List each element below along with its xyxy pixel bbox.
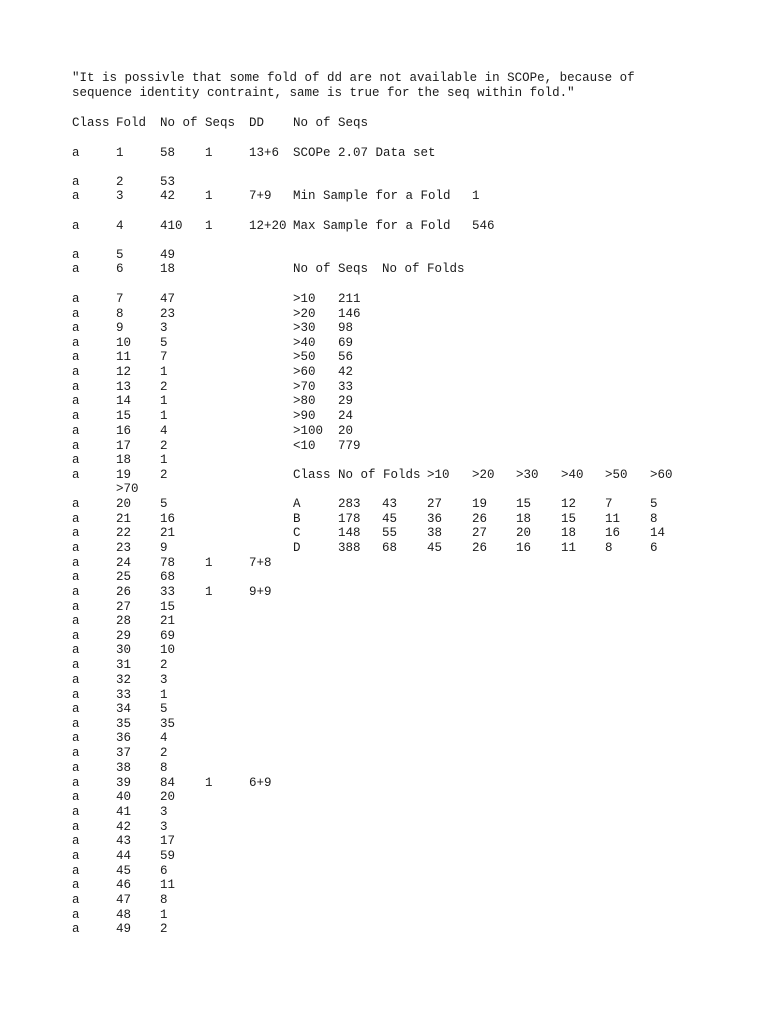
threshold-count-cell: 98 xyxy=(338,321,354,335)
seqs-cell: 6 xyxy=(160,864,168,878)
class-table-cell: 14 xyxy=(650,526,666,540)
class-cell: a xyxy=(72,262,80,276)
seqs-cell: 49 xyxy=(160,248,176,262)
fold-cell: 34 xyxy=(116,702,132,716)
class-table-header: Class xyxy=(293,468,331,482)
class-cell: a xyxy=(72,600,80,614)
class-cell: a xyxy=(72,629,80,643)
fold-cell: 6 xyxy=(116,262,124,276)
class-cell: a xyxy=(72,409,80,423)
class-cell: a xyxy=(72,146,80,160)
dd-value-cell: 12+20 xyxy=(249,219,287,233)
fold-cell: 37 xyxy=(116,746,132,760)
threshold-count-cell: 69 xyxy=(338,336,354,350)
seqs-cell: 33 xyxy=(160,585,176,599)
fold-cell: 20 xyxy=(116,497,132,511)
seqs-cell: 2 xyxy=(160,746,168,760)
fold-cell: 44 xyxy=(116,849,132,863)
class-table-header: >10 xyxy=(427,468,450,482)
fold-cell: 8 xyxy=(116,307,124,321)
threshold-count-cell: 211 xyxy=(338,292,361,306)
seqs-cell: 2 xyxy=(160,922,168,936)
fold-cell: 38 xyxy=(116,761,132,775)
threshold-header-seqs: No of Seqs xyxy=(293,262,369,276)
seqs-cell: 42 xyxy=(160,189,176,203)
threshold-label-cell: >90 xyxy=(293,409,316,423)
threshold-count-cell: 146 xyxy=(338,307,361,321)
class-table-cell: 11 xyxy=(605,512,621,526)
fold-cell: 39 xyxy=(116,776,132,790)
class-cell: a xyxy=(72,820,80,834)
seqs-cell: 8 xyxy=(160,761,168,775)
class-cell: a xyxy=(72,834,80,848)
note-line-1: "It is possivle that some fold of dd are not available in SCOPe, because of xyxy=(72,71,635,85)
class-cell: a xyxy=(72,497,80,511)
seqs-cell: 21 xyxy=(160,526,176,540)
fold-cell: 10 xyxy=(116,336,132,350)
class-cell: a xyxy=(72,761,80,775)
seqs-cell: 17 xyxy=(160,834,176,848)
threshold-label-cell: >100 xyxy=(293,424,324,438)
class-table-header: >20 xyxy=(472,468,495,482)
class-cell: a xyxy=(72,541,80,555)
class-table-cell: 26 xyxy=(472,512,488,526)
header-dd: DD xyxy=(249,116,265,130)
dd-count-cell: 1 xyxy=(205,776,213,790)
class-cell: a xyxy=(72,175,80,189)
class-table-cell: 36 xyxy=(427,512,443,526)
fold-cell: 49 xyxy=(116,922,132,936)
threshold-count-cell: 29 xyxy=(338,394,354,408)
seqs-cell: 1 xyxy=(160,365,168,379)
seqs-cell: 1 xyxy=(160,394,168,408)
class-cell: a xyxy=(72,453,80,467)
class-cell: a xyxy=(72,717,80,731)
class-table-header: >40 xyxy=(561,468,584,482)
threshold-count-cell: 24 xyxy=(338,409,354,423)
class-table-cell: 178 xyxy=(338,512,361,526)
seqs-cell: 5 xyxy=(160,497,168,511)
dataset-label: SCOPe 2.07 Data set xyxy=(293,146,436,160)
seqs-cell: 9 xyxy=(160,541,168,555)
class-cell: a xyxy=(72,746,80,760)
class-cell: a xyxy=(72,424,80,438)
class-cell: a xyxy=(72,864,80,878)
dd-value-cell: 6+9 xyxy=(249,776,272,790)
fold-cell: 2 xyxy=(116,175,124,189)
fold-cell: 31 xyxy=(116,658,132,672)
class-table-header: >50 xyxy=(605,468,628,482)
fold-cell: 1 xyxy=(116,146,124,160)
seqs-cell: 8 xyxy=(160,893,168,907)
class-cell: a xyxy=(72,878,80,892)
threshold-label-cell: >10 xyxy=(293,292,316,306)
class-cell: a xyxy=(72,673,80,687)
class-table-cell: C xyxy=(293,526,301,540)
min-sample-value: 1 xyxy=(472,189,480,203)
fold-cell: 21 xyxy=(116,512,132,526)
class-cell: a xyxy=(72,350,80,364)
dd-value-cell: 9+9 xyxy=(249,585,272,599)
seqs-cell: 3 xyxy=(160,805,168,819)
class-cell: a xyxy=(72,439,80,453)
class-cell: a xyxy=(72,658,80,672)
seqs-cell: 1 xyxy=(160,453,168,467)
class-cell: a xyxy=(72,688,80,702)
threshold-label-cell: >50 xyxy=(293,350,316,364)
seqs-cell: 16 xyxy=(160,512,176,526)
seqs-cell: 1 xyxy=(160,409,168,423)
fold-cell: 25 xyxy=(116,570,132,584)
header-fold: Fold xyxy=(116,116,147,130)
class-table-cell: 68 xyxy=(382,541,398,555)
seqs-cell: 11 xyxy=(160,878,176,892)
fold-cell: 30 xyxy=(116,643,132,657)
threshold-count-cell: 33 xyxy=(338,380,354,394)
fold-cell: 19 xyxy=(116,468,132,482)
seqs-cell: 2 xyxy=(160,439,168,453)
class-table-cell: 12 xyxy=(561,497,577,511)
threshold-label-cell: >80 xyxy=(293,394,316,408)
class-table-cell: 11 xyxy=(561,541,577,555)
seqs-cell: 2 xyxy=(160,468,168,482)
class-cell: a xyxy=(72,365,80,379)
class-table-cell: 18 xyxy=(561,526,577,540)
seqs-cell: 5 xyxy=(160,702,168,716)
fold-cell: 45 xyxy=(116,864,132,878)
class-cell: a xyxy=(72,585,80,599)
dd-count-cell: 1 xyxy=(205,189,213,203)
dd-count-cell: 1 xyxy=(205,146,213,160)
fold-cell: 46 xyxy=(116,878,132,892)
class-cell: a xyxy=(72,702,80,716)
fold-cell: 14 xyxy=(116,394,132,408)
class-table-cell: 38 xyxy=(427,526,443,540)
dd-value-cell: 7+8 xyxy=(249,556,272,570)
threshold-count-cell: 56 xyxy=(338,350,354,364)
fold-cell: 35 xyxy=(116,717,132,731)
seqs-cell: 5 xyxy=(160,336,168,350)
seqs-cell: 68 xyxy=(160,570,176,584)
fold-cell: 7 xyxy=(116,292,124,306)
class-table-cell: 43 xyxy=(382,497,398,511)
class-cell: a xyxy=(72,248,80,262)
fold-cell: 16 xyxy=(116,424,132,438)
dd-value-cell: 13+6 xyxy=(249,146,280,160)
threshold-label-cell: >20 xyxy=(293,307,316,321)
class-cell: a xyxy=(72,908,80,922)
class-table-cell: 148 xyxy=(338,526,361,540)
class-cell: a xyxy=(72,394,80,408)
seqs-cell: 4 xyxy=(160,731,168,745)
class-table-cell: 27 xyxy=(472,526,488,540)
class-cell: a xyxy=(72,731,80,745)
fold-cell: 4 xyxy=(116,219,124,233)
class-cell: a xyxy=(72,189,80,203)
class-table-cell: A xyxy=(293,497,301,511)
header-no-of-seqs: No of Seqs xyxy=(160,116,236,130)
seqs-cell: 4 xyxy=(160,424,168,438)
fold-cell: 24 xyxy=(116,556,132,570)
class-cell: a xyxy=(72,219,80,233)
dd-count-cell: 1 xyxy=(205,585,213,599)
fold-cell: 29 xyxy=(116,629,132,643)
class-cell: a xyxy=(72,570,80,584)
threshold-count-cell: 20 xyxy=(338,424,354,438)
class-table-cell: 7 xyxy=(605,497,613,511)
dd-value-cell: 7+9 xyxy=(249,189,272,203)
class-table-cell: 45 xyxy=(427,541,443,555)
fold-cell: 32 xyxy=(116,673,132,687)
seqs-cell: 2 xyxy=(160,380,168,394)
seqs-cell: 78 xyxy=(160,556,176,570)
fold-cell: 28 xyxy=(116,614,132,628)
class-table-cell: 15 xyxy=(561,512,577,526)
class-cell: a xyxy=(72,790,80,804)
fold-cell: 5 xyxy=(116,248,124,262)
threshold-count-cell: 42 xyxy=(338,365,354,379)
class-table-cell: 8 xyxy=(650,512,658,526)
class-table-cell: 8 xyxy=(605,541,613,555)
class-table-cell: 6 xyxy=(650,541,658,555)
seqs-cell: 3 xyxy=(160,820,168,834)
note-text xyxy=(72,71,635,101)
fold-cell: 17 xyxy=(116,439,132,453)
seqs-cell: 21 xyxy=(160,614,176,628)
dd-count-cell: 1 xyxy=(205,219,213,233)
fold-cell: 9 xyxy=(116,321,124,335)
seqs-cell: 410 xyxy=(160,219,183,233)
fold-cell: 42 xyxy=(116,820,132,834)
fold-cell: 43 xyxy=(116,834,132,848)
class-cell: a xyxy=(72,512,80,526)
header-class: Class xyxy=(72,116,110,130)
dd-count-cell: 1 xyxy=(205,556,213,570)
note-line-2: sequence identity contraint, same is true for the seq within fold." xyxy=(72,86,575,100)
fold-cell: 11 xyxy=(116,350,132,364)
fold-cell: 18 xyxy=(116,453,132,467)
class-table-cell: B xyxy=(293,512,301,526)
threshold-label-cell: <10 xyxy=(293,439,316,453)
threshold-label-cell: >40 xyxy=(293,336,316,350)
class-table-cell: 388 xyxy=(338,541,361,555)
class-table-cell: 27 xyxy=(427,497,443,511)
min-sample-label: Min Sample for a Fold xyxy=(293,189,451,203)
class-cell: a xyxy=(72,893,80,907)
class-table-cell: 15 xyxy=(516,497,532,511)
seqs-cell: 59 xyxy=(160,849,176,863)
seqs-cell: 84 xyxy=(160,776,176,790)
fold-cell: 26 xyxy=(116,585,132,599)
threshold-header-folds: No of Folds xyxy=(382,262,465,276)
seqs-cell: 1 xyxy=(160,908,168,922)
seqs-cell: 20 xyxy=(160,790,176,804)
threshold-count-cell: 779 xyxy=(338,439,361,453)
class-table-cell: 20 xyxy=(516,526,532,540)
class-cell: a xyxy=(72,643,80,657)
seqs-cell: 35 xyxy=(160,717,176,731)
class-table-cell: 19 xyxy=(472,497,488,511)
class-table-cell: 18 xyxy=(516,512,532,526)
class-cell: a xyxy=(72,468,80,482)
max-sample-label: Max Sample for a Fold xyxy=(293,219,451,233)
class-table-header: No of Folds xyxy=(338,468,421,482)
fold-cell: 12 xyxy=(116,365,132,379)
class-cell: a xyxy=(72,321,80,335)
class-cell: a xyxy=(72,307,80,321)
class-table-cell: 283 xyxy=(338,497,361,511)
seqs-cell: 58 xyxy=(160,146,176,160)
fold-cell: 15 xyxy=(116,409,132,423)
fold-cell: 22 xyxy=(116,526,132,540)
seqs-cell: 2 xyxy=(160,658,168,672)
fold-cell: 40 xyxy=(116,790,132,804)
class-table-cell: 16 xyxy=(605,526,621,540)
class-table-header: >30 xyxy=(516,468,539,482)
seqs-cell: 1 xyxy=(160,688,168,702)
class-table-cell: 55 xyxy=(382,526,398,540)
class-cell: a xyxy=(72,380,80,394)
fold-cell: >70 xyxy=(116,482,139,496)
class-table-cell: 16 xyxy=(516,541,532,555)
seqs-cell: 53 xyxy=(160,175,176,189)
fold-cell: 23 xyxy=(116,541,132,555)
seqs-cell: 10 xyxy=(160,643,176,657)
fold-cell: 47 xyxy=(116,893,132,907)
class-table-header: >60 xyxy=(650,468,673,482)
class-table-cell: 5 xyxy=(650,497,658,511)
class-cell: a xyxy=(72,556,80,570)
class-cell: a xyxy=(72,776,80,790)
class-table-cell: 26 xyxy=(472,541,488,555)
threshold-label-cell: >60 xyxy=(293,365,316,379)
fold-cell: 41 xyxy=(116,805,132,819)
class-cell: a xyxy=(72,336,80,350)
fold-cell: 27 xyxy=(116,600,132,614)
threshold-label-cell: >70 xyxy=(293,380,316,394)
class-table-cell: D xyxy=(293,541,301,555)
seqs-cell: 3 xyxy=(160,673,168,687)
class-cell: a xyxy=(72,292,80,306)
class-cell: a xyxy=(72,614,80,628)
fold-cell: 48 xyxy=(116,908,132,922)
seqs-cell: 3 xyxy=(160,321,168,335)
max-sample-value: 546 xyxy=(472,219,495,233)
class-cell: a xyxy=(72,922,80,936)
seqs-cell: 23 xyxy=(160,307,176,321)
class-table-cell: 45 xyxy=(382,512,398,526)
class-cell: a xyxy=(72,849,80,863)
seqs-cell: 47 xyxy=(160,292,176,306)
fold-cell: 36 xyxy=(116,731,132,745)
fold-cell: 33 xyxy=(116,688,132,702)
seqs-cell: 7 xyxy=(160,350,168,364)
fold-cell: 3 xyxy=(116,189,124,203)
class-cell: a xyxy=(72,526,80,540)
threshold-label-cell: >30 xyxy=(293,321,316,335)
fold-cell: 13 xyxy=(116,380,132,394)
seqs-cell: 69 xyxy=(160,629,176,643)
seqs-cell: 18 xyxy=(160,262,176,276)
seqs-cell: 15 xyxy=(160,600,176,614)
class-cell: a xyxy=(72,805,80,819)
summary-header: No of Seqs xyxy=(293,116,369,130)
